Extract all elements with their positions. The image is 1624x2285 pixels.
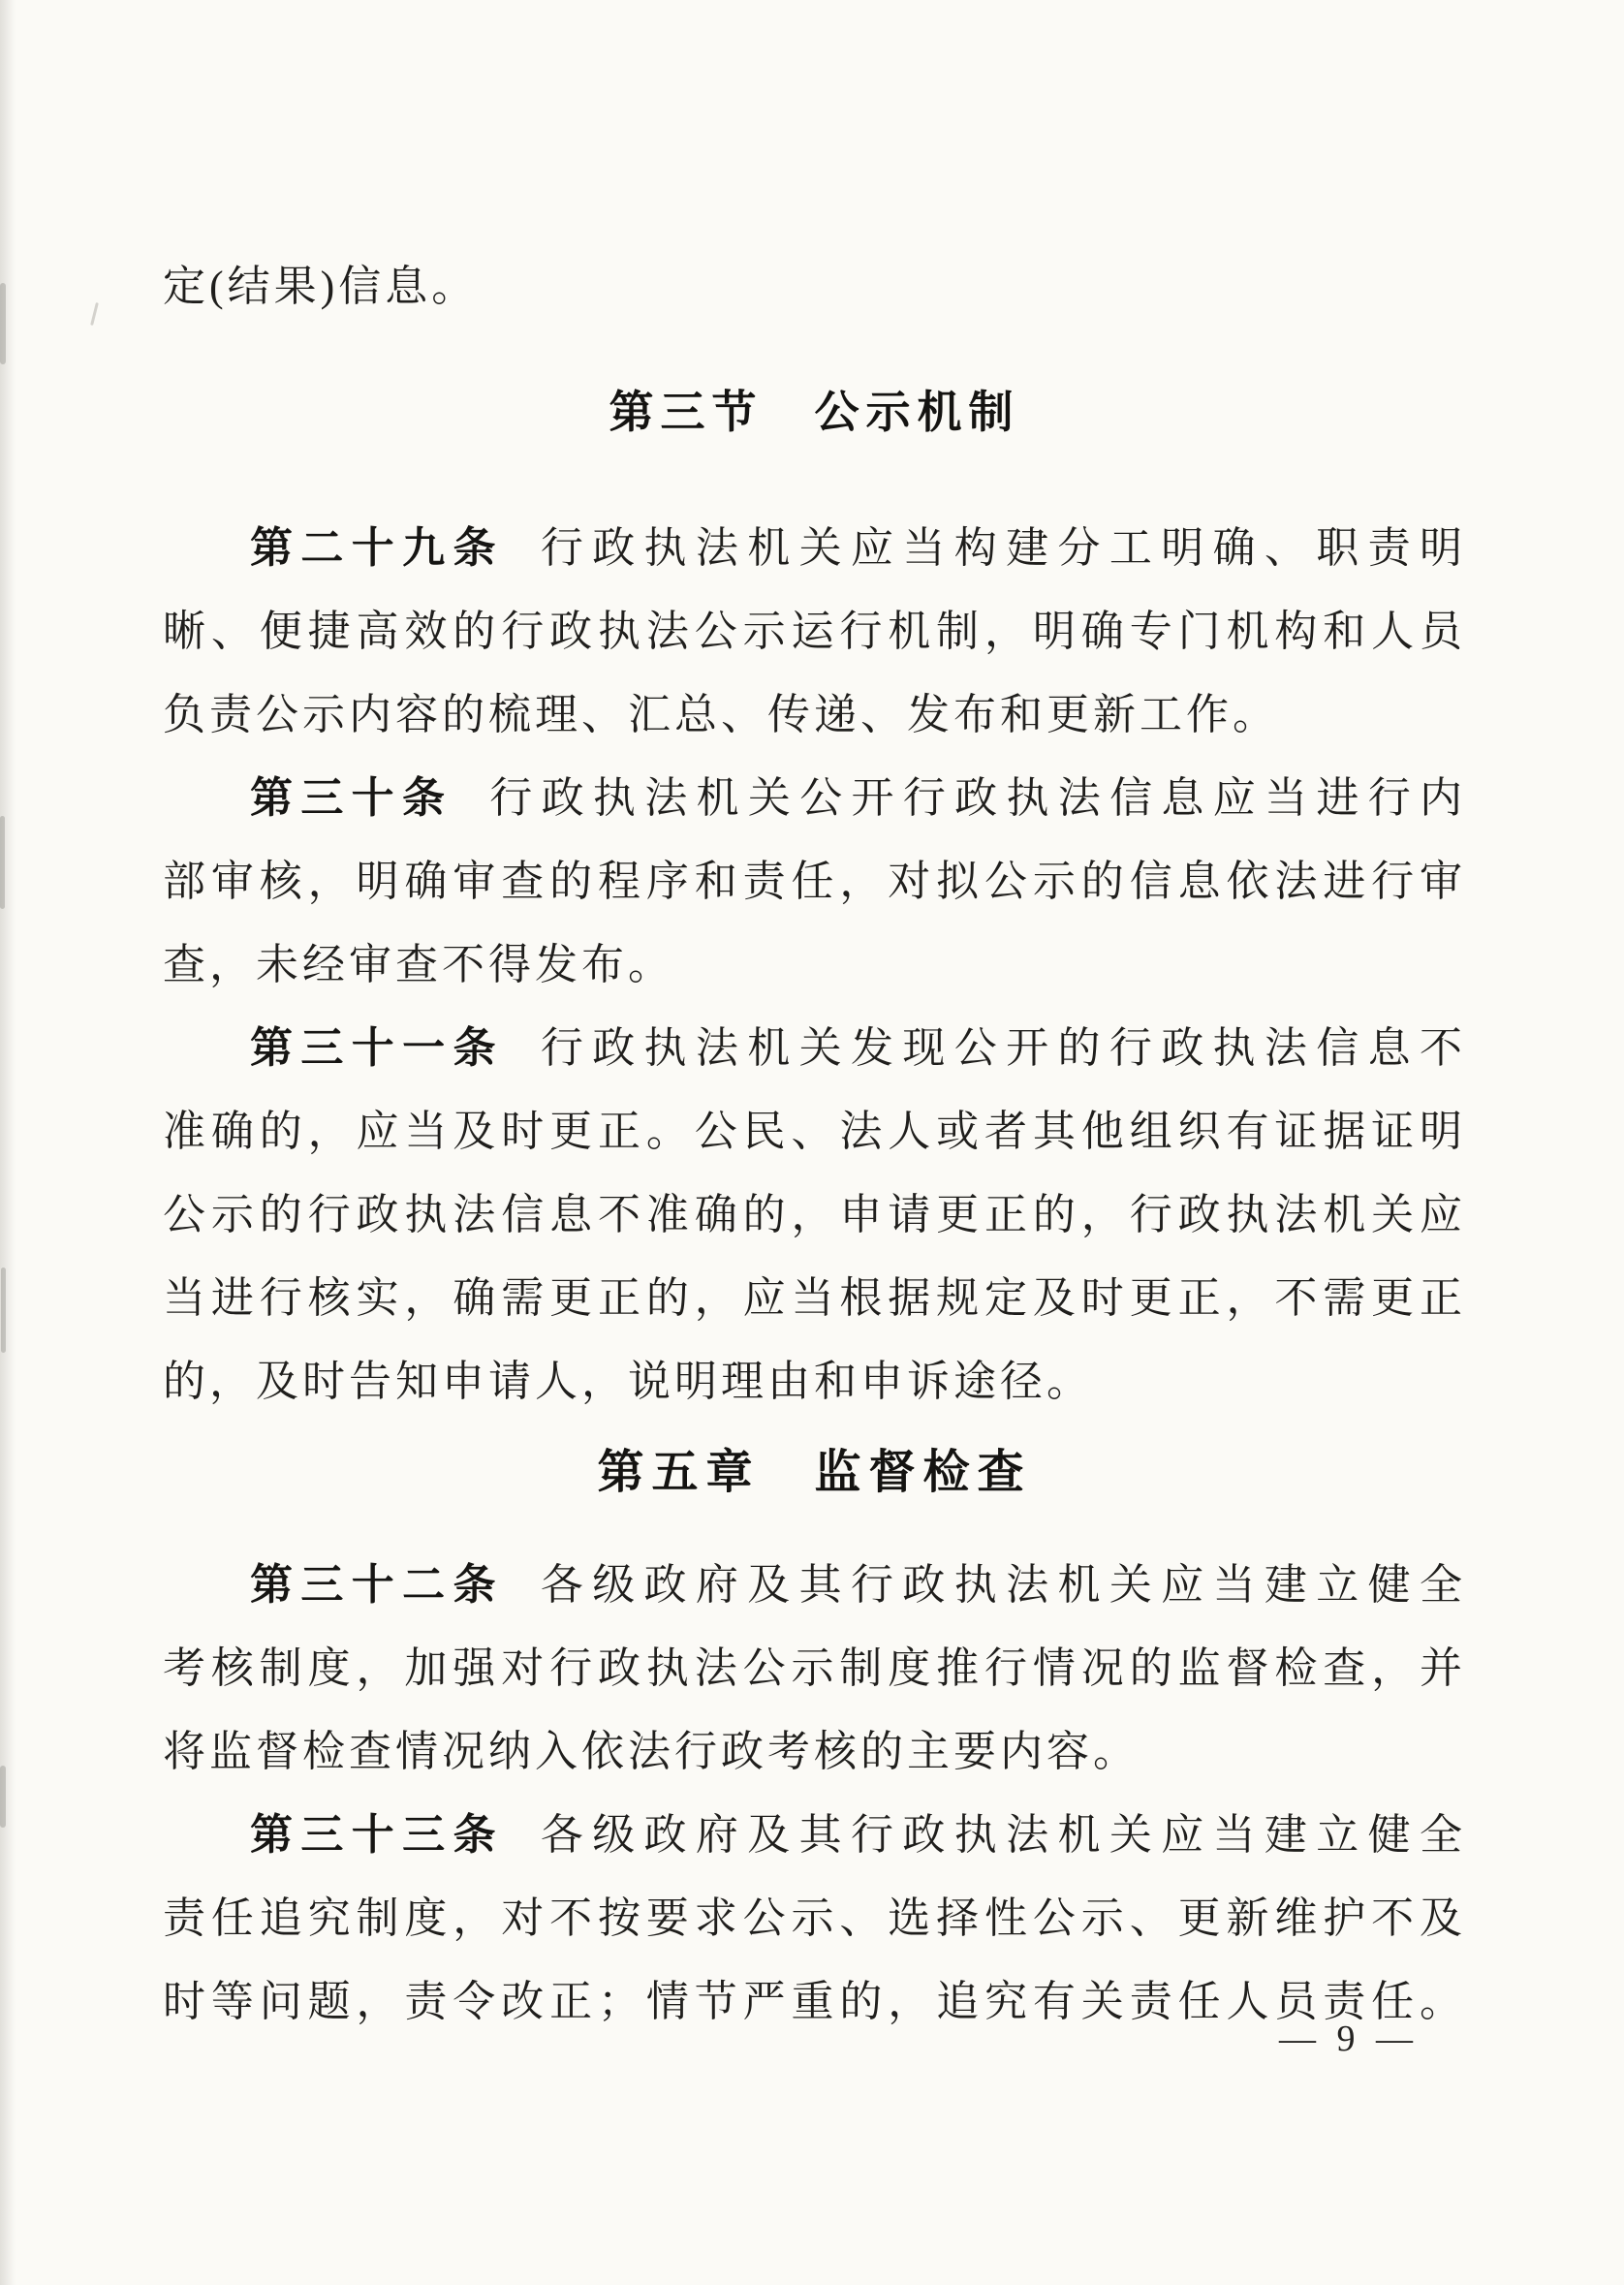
scan-artifact: [1, 1268, 6, 1353]
article-number: 第二十九条: [250, 524, 504, 572]
article-text: 行政执法机关公开行政执法信息应当进行内: [489, 774, 1466, 822]
article-line: 当进行核实，确需更正的，应当根据规定及时更正，不需更正: [163, 1274, 1466, 1322]
article-line: 公示的行政执法信息不准确的，申请更正的，行政执法机关应: [163, 1191, 1466, 1238]
article-32: [163, 1544, 1466, 1794]
article-line: 准确的，应当及时更正。公民、法人或者其他组织有证据证明: [163, 1108, 1466, 1155]
article-33: [163, 1794, 1466, 2044]
article-text: 各级政府及其行政执法机关应当建立健全: [540, 1811, 1466, 1859]
paper-edge-shadow: [0, 0, 16, 2285]
article-text: 行政执法机关应当构建分工明确、职责明: [540, 524, 1466, 572]
section-heading: 第三节 公示机制: [609, 388, 1020, 437]
article-line: [163, 507, 1466, 590]
article-line: 的，及时告知申请人，说明理由和申诉途径。: [163, 1358, 1093, 1405]
scan-artifact: [0, 1766, 6, 1828]
scan-artifact: [90, 302, 99, 326]
page-number: — 9 —: [1279, 2019, 1419, 2059]
article-text: 各级政府及其行政执法机关应当建立健全: [540, 1561, 1466, 1609]
article-line: [163, 1007, 1466, 1090]
article-line: 时等问题，责令改正；情节严重的，追究有关责任人员责任。: [163, 1978, 1466, 2025]
page-content: [163, 245, 1466, 2044]
article-text: 行政执法机关发现公开的行政执法信息不: [540, 1024, 1466, 1072]
article-30: [163, 757, 1466, 1007]
article-number: 第三十二条: [250, 1561, 504, 1609]
article-number: 第三十一条: [250, 1024, 504, 1072]
article-number: 第三十三条: [250, 1811, 504, 1859]
article-line: 考核制度，加强对行政执法公示制度推行情况的监督检查，并: [163, 1644, 1466, 1692]
article-line: [163, 757, 1466, 840]
article-number: 第三十条: [250, 774, 453, 822]
article-line: 负责公示内容的梳理、汇总、传递、发布和更新工作。: [163, 691, 1279, 738]
article-29: [163, 507, 1466, 757]
article-line: 责任追究制度，对不按要求公示、选择性公示、更新维护不及: [163, 1894, 1466, 1942]
article-line: 部审核，明确审查的程序和责任，对拟公示的信息依法进行审: [163, 858, 1466, 905]
article-line: 查，未经审查不得发布。: [163, 941, 674, 988]
article-line: 将监督检查情况纳入依法行政考核的主要内容。: [163, 1728, 1140, 1775]
chapter-heading: 第五章 监督检查: [597, 1447, 1032, 1498]
intro-line: 定(结果)信息。: [163, 263, 479, 310]
scan-artifact: [0, 816, 5, 909]
article-line: 晰、便捷高效的行政执法公示运行机制，明确专门机构和人员: [163, 608, 1466, 655]
article-31: [163, 1007, 1466, 1424]
article-line: [163, 1794, 1466, 1877]
article-line: [163, 1544, 1466, 1627]
scan-artifact: [0, 283, 6, 364]
